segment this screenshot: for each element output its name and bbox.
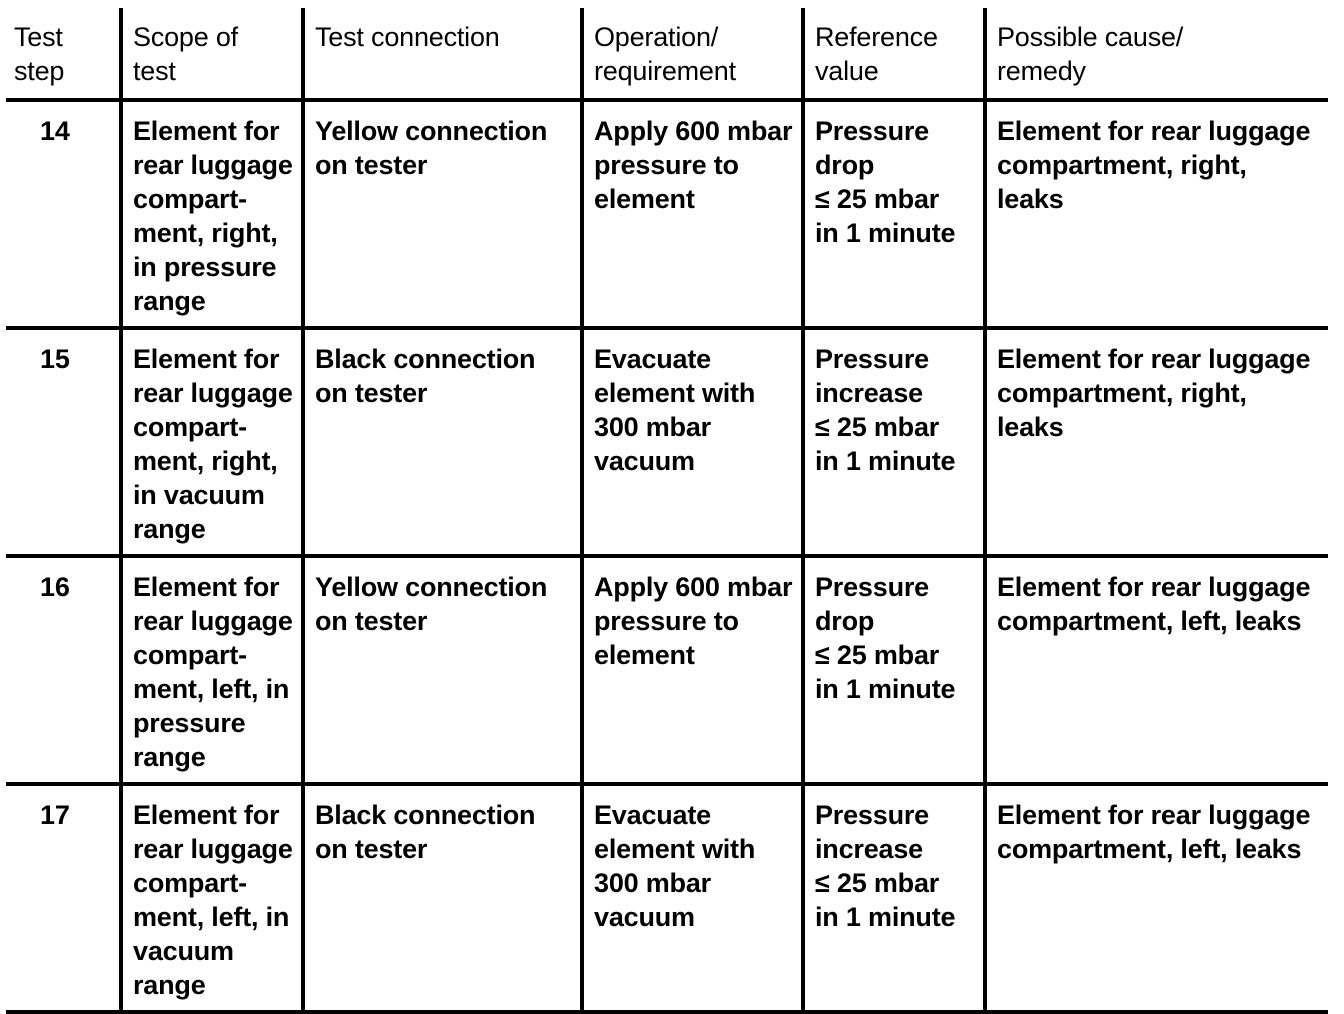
cell-scope: Element for rear luggage compart- ment, left, in vacuum range — [121, 784, 303, 1012]
cell-cause: Element for rear luggage compartment, left, leaks — [985, 784, 1328, 1012]
cell-test-step: 15 — [6, 328, 121, 556]
cell-reference: Pressure drop ≤ 25 mbar in 1 minute — [803, 556, 985, 784]
header-test-step: Test step — [6, 8, 121, 100]
cell-test-step: 14 — [6, 100, 121, 328]
cell-cause: Element for rear luggage compartment, left, leaks — [985, 556, 1328, 784]
cell-scope: Element for rear luggage compart- ment, left, in pressure range — [121, 556, 303, 784]
header-operation-requirement: Operation/ requirement — [582, 8, 803, 100]
table-row — [6, 556, 1328, 784]
cell-reference: Pressure increase ≤ 25 mbar in 1 minute — [803, 784, 985, 1012]
cell-operation: Evacuate element with 300 mbar vacuum — [582, 328, 803, 556]
table-row — [6, 328, 1328, 556]
cell-connection: Yellow connection on tester — [303, 100, 582, 328]
cell-connection: Yellow connection on tester — [303, 556, 582, 784]
header-reference-value: Reference value — [803, 8, 985, 100]
cell-operation: Apply 600 mbar pressure to element — [582, 100, 803, 328]
cell-reference: Pressure drop ≤ 25 mbar in 1 minute — [803, 100, 985, 328]
cell-cause: Element for rear luggage compartment, right, leaks — [985, 328, 1328, 556]
header-possible-cause-remedy: Possible cause/ remedy — [985, 8, 1328, 100]
table-row — [6, 784, 1328, 1012]
cell-operation: Apply 600 mbar pressure to element — [582, 556, 803, 784]
header-scope-of-test: Scope of test — [121, 8, 303, 100]
test-procedure-table — [6, 8, 1328, 1014]
cell-reference: Pressure increase ≤ 25 mbar in 1 minute — [803, 328, 985, 556]
cell-scope: Element for rear luggage compart- ment, right, in pressure range — [121, 100, 303, 328]
cell-scope: Element for rear luggage compart- ment, right, in vacuum range — [121, 328, 303, 556]
cell-cause: Element for rear luggage compartment, right, leaks — [985, 100, 1328, 328]
cell-test-step: 16 — [6, 556, 121, 784]
test-procedure-table-container — [6, 8, 1328, 1000]
cell-test-step: 17 — [6, 784, 121, 1012]
header-test-connection: Test connection — [303, 8, 582, 100]
cell-connection: Black connection on tester — [303, 328, 582, 556]
cell-operation: Evacuate element with 300 mbar vacuum — [582, 784, 803, 1012]
table-row — [6, 100, 1328, 328]
cell-connection: Black connection on tester — [303, 784, 582, 1012]
table-header-row — [6, 8, 1328, 100]
